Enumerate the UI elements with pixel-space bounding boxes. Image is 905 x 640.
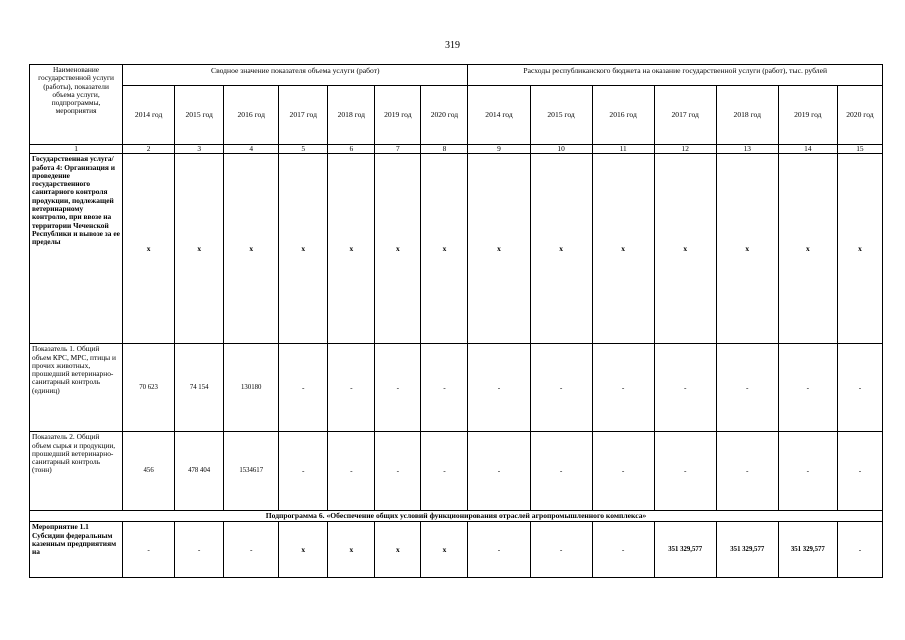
cell-value: 1534617 (224, 432, 279, 511)
cell-value: - (778, 344, 837, 432)
table-row-indicator-1 (30, 344, 883, 432)
column-number: 3 (175, 145, 224, 154)
cell-value: x (530, 154, 592, 344)
header-year: 2018 год (328, 86, 375, 145)
column-number: 10 (530, 145, 592, 154)
cell-value: x (224, 154, 279, 344)
cell-value: - (592, 344, 654, 432)
cell-value: - (468, 522, 530, 578)
header-year: 2016 год (592, 86, 654, 145)
cell-value: x (421, 154, 468, 344)
cell-value: - (175, 522, 224, 578)
column-number: 6 (328, 145, 375, 154)
column-number: 8 (421, 145, 468, 154)
column-number: 11 (592, 145, 654, 154)
cell-value: - (654, 432, 716, 511)
cell-value: x (654, 154, 716, 344)
cell-value: - (279, 344, 328, 432)
cell-value: - (123, 522, 175, 578)
cell-value: - (468, 432, 530, 511)
row-name: Мероприятие 1.1 Субсидии федеральным казенным предприятиям на (30, 522, 123, 578)
cell-value: x (716, 154, 778, 344)
table-row-indicator-2 (30, 432, 883, 511)
cell-value: 74 154 (175, 344, 224, 432)
cell-value: x (837, 154, 882, 344)
cell-value: x (279, 522, 328, 578)
budget-table (29, 64, 883, 578)
header-year: 2015 год (175, 86, 224, 145)
header-year: 2020 год (837, 86, 882, 145)
cell-value: x (175, 154, 224, 344)
cell-value: - (716, 344, 778, 432)
header-year: 2017 год (654, 86, 716, 145)
cell-value: - (328, 432, 375, 511)
table-row-measure-1-1 (30, 522, 883, 578)
column-number: 1 (30, 145, 123, 154)
row-name: Показатель 2. Общий объем сырья и продукции, прошедший ветеринарно-санитарный контроль (тонн) (30, 432, 123, 511)
header-year: 2016 год (224, 86, 279, 145)
header-year: 2020 год (421, 86, 468, 145)
cell-value: - (837, 432, 882, 511)
cell-value: - (837, 344, 882, 432)
cell-value: 351 329,577 (778, 522, 837, 578)
row-name: Государственная услуга/работа 4: Организация и проведение государственного санитарного контроля продукции, подлежащей ветеринарному контролю, при ввозе на территории Чеченской Республики и вывозе за ее пределы (30, 154, 123, 344)
cell-value: - (375, 344, 421, 432)
cell-value: - (530, 344, 592, 432)
row-name: Показатель 1. Общий объем КРС, МРС, птицы и прочих животных, прошедший ветеринарно-санитарный контроль (единиц) (30, 344, 123, 432)
cell-value: - (716, 432, 778, 511)
header-year: 2018 год (716, 86, 778, 145)
cell-value: x (421, 522, 468, 578)
cell-value: - (592, 522, 654, 578)
cell-value: x (328, 154, 375, 344)
column-number: 15 (837, 145, 882, 154)
header-year: 2019 год (778, 86, 837, 145)
column-number: 13 (716, 145, 778, 154)
cell-value: x (592, 154, 654, 344)
column-number: 12 (654, 145, 716, 154)
cell-value: x (778, 154, 837, 344)
column-number: 14 (778, 145, 837, 154)
subprogram-title: Подпрограмма 6. «Обеспечение общих условий функционирования отраслей агропромышленного комплекса» (30, 511, 883, 522)
cell-value: - (279, 432, 328, 511)
column-number-row (30, 145, 883, 154)
cell-value: x (123, 154, 175, 344)
cell-value: x (279, 154, 328, 344)
table-row-subprogram (30, 511, 883, 522)
cell-value: 351 329,577 (716, 522, 778, 578)
header-group-volume: Сводное значение показателя объема услуги (работ) (123, 65, 468, 86)
table-row-service-4 (30, 154, 883, 344)
cell-value: - (530, 432, 592, 511)
cell-value: x (375, 154, 421, 344)
cell-value: x (468, 154, 530, 344)
cell-value: x (375, 522, 421, 578)
column-number: 7 (375, 145, 421, 154)
header-year: 2014 год (468, 86, 530, 145)
cell-value: - (224, 522, 279, 578)
header-year: 2019 год (375, 86, 421, 145)
column-number: 2 (123, 145, 175, 154)
cell-value: x (328, 522, 375, 578)
cell-value: - (592, 432, 654, 511)
header-group-expenses: Расходы республиканского бюджета на оказание государственной услуги (работ), тыс. рублей (468, 65, 883, 86)
header-year: 2015 год (530, 86, 592, 145)
cell-value: - (421, 344, 468, 432)
cell-value: - (778, 432, 837, 511)
cell-value: 130180 (224, 344, 279, 432)
cell-value: - (328, 344, 375, 432)
cell-value: 456 (123, 432, 175, 511)
cell-value: - (837, 522, 882, 578)
cell-value: - (530, 522, 592, 578)
header-name-column: Наименование государственной услуги (работы), показатели объема услуги, подпрограммы, мероприятия (30, 65, 123, 145)
column-number: 5 (279, 145, 328, 154)
cell-value: 70 623 (123, 344, 175, 432)
column-number: 4 (224, 145, 279, 154)
cell-value: - (468, 344, 530, 432)
header-year: 2014 год (123, 86, 175, 145)
cell-value: - (654, 344, 716, 432)
column-number: 9 (468, 145, 530, 154)
cell-value: 478 404 (175, 432, 224, 511)
header-year: 2017 год (279, 86, 328, 145)
cell-value: - (421, 432, 468, 511)
page-number: 319 (445, 40, 460, 51)
cell-value: 351 329,577 (654, 522, 716, 578)
cell-value: - (375, 432, 421, 511)
